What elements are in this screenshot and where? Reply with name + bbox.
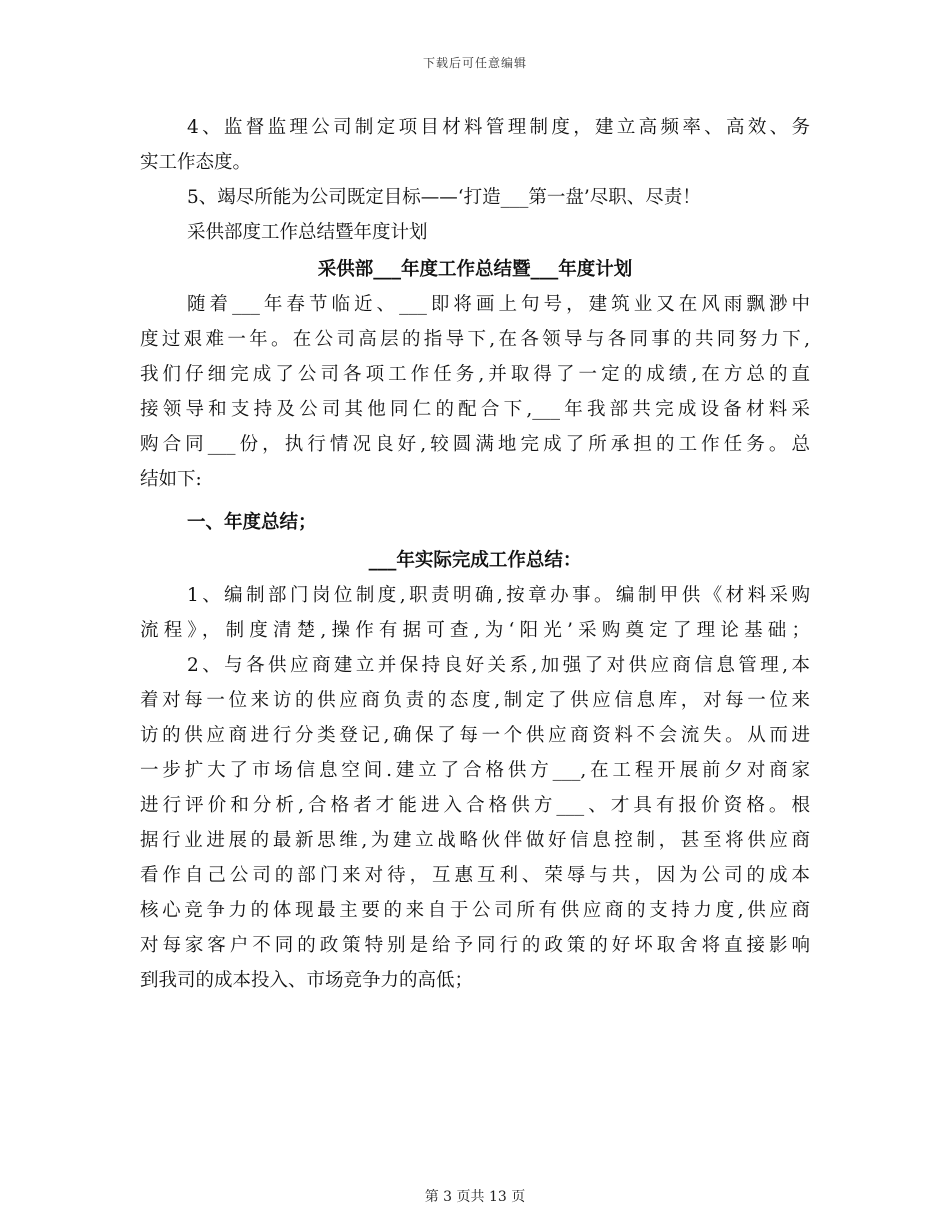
item-4-line-2: 实工作态度。 [140, 152, 252, 173]
page-header: 下载后可任意编辑 [422, 56, 527, 70]
section-1-subtitle: ___年实际完成工作总结： [368, 550, 582, 571]
point-2-line: 进行评价和分析,合格者才能进入合格供方___、才具有报价资格。根 [140, 795, 810, 816]
document-body [140, 110, 810, 998]
point-2-line: 访的供应商进行分类登记,确保了每一个供应商资料不会流失。从而进 [140, 725, 810, 746]
intro-line: 接领导和支持及公司其他同仁的配合下,___年我部共完成设备材料采 [140, 399, 810, 420]
point-2-line: 着对每一位来访的供应商负责的态度,制定了供应信息库，对每一位来 [140, 690, 810, 711]
intro-line: 结如下: [140, 469, 202, 490]
point-1-line: 1、编制部门岗位制度,职责明确,按章办事。编制甲供《材料采购 [187, 585, 810, 606]
doc-title-plain: 采供部度工作总结暨年度计划 [187, 222, 428, 243]
point-2-line: 2、与各供应商建立并保持良好关系,加强了对供应商信息管理,本 [187, 655, 810, 676]
point-2-line: 据行业进展的最新思维,为建立战略伙伴做好信息控制，甚至将供应商 [140, 830, 810, 851]
point-2-line: 对每家客户不同的政策特别是给予同行的政策的好坏取舍将直接影响 [140, 935, 810, 956]
intro-line: 购合同___份，执行情况良好,较圆满地完成了所承担的工作任务。总 [140, 434, 810, 455]
point-2-line: 看作自己公司的部门来对待，互惠互利、荣辱与共，因为公司的成本 [140, 865, 810, 886]
point-2-line: 一步扩大了市场信息空间.建立了合格供方___,在工程开展前夕对商家 [140, 760, 810, 781]
item-4-line-1: 4、监督监理公司制定项目材料管理制度，建立高频率、高效、务 [187, 117, 810, 138]
section-1-title: 一、年度总结； [187, 512, 317, 533]
point-2-line: 到我司的成本投入、市场竞争力的高低； [140, 970, 474, 991]
doc-title-bold: 采供部___年度工作总结暨___年度计划 [317, 259, 633, 280]
point-1-line: 流程》，制度清楚,操作有据可查,为‘阳光’采购奠定了理论基础； [140, 620, 810, 641]
intro-line: 我们仔细完成了公司各项工作任务,并取得了一定的成绩,在方总的直 [140, 364, 810, 385]
intro-line: 度过艰难一年。在公司高层的指导下,在各领导与各同事的共同努力下, [140, 329, 810, 350]
item-5: 5、竭尽所能为公司既定目标——‘打造___第一盘’尽职、尽责！ [187, 187, 701, 208]
page-footer: 第 3 页共 13 页 [424, 1189, 526, 1205]
intro-line: 随着___年春节临近、___即将画上句号，建筑业又在风雨飘渺中 [187, 294, 810, 315]
point-2-line: 核心竞争力的体现最主要的来自于公司所有供应商的支持力度,供应商 [140, 900, 810, 921]
